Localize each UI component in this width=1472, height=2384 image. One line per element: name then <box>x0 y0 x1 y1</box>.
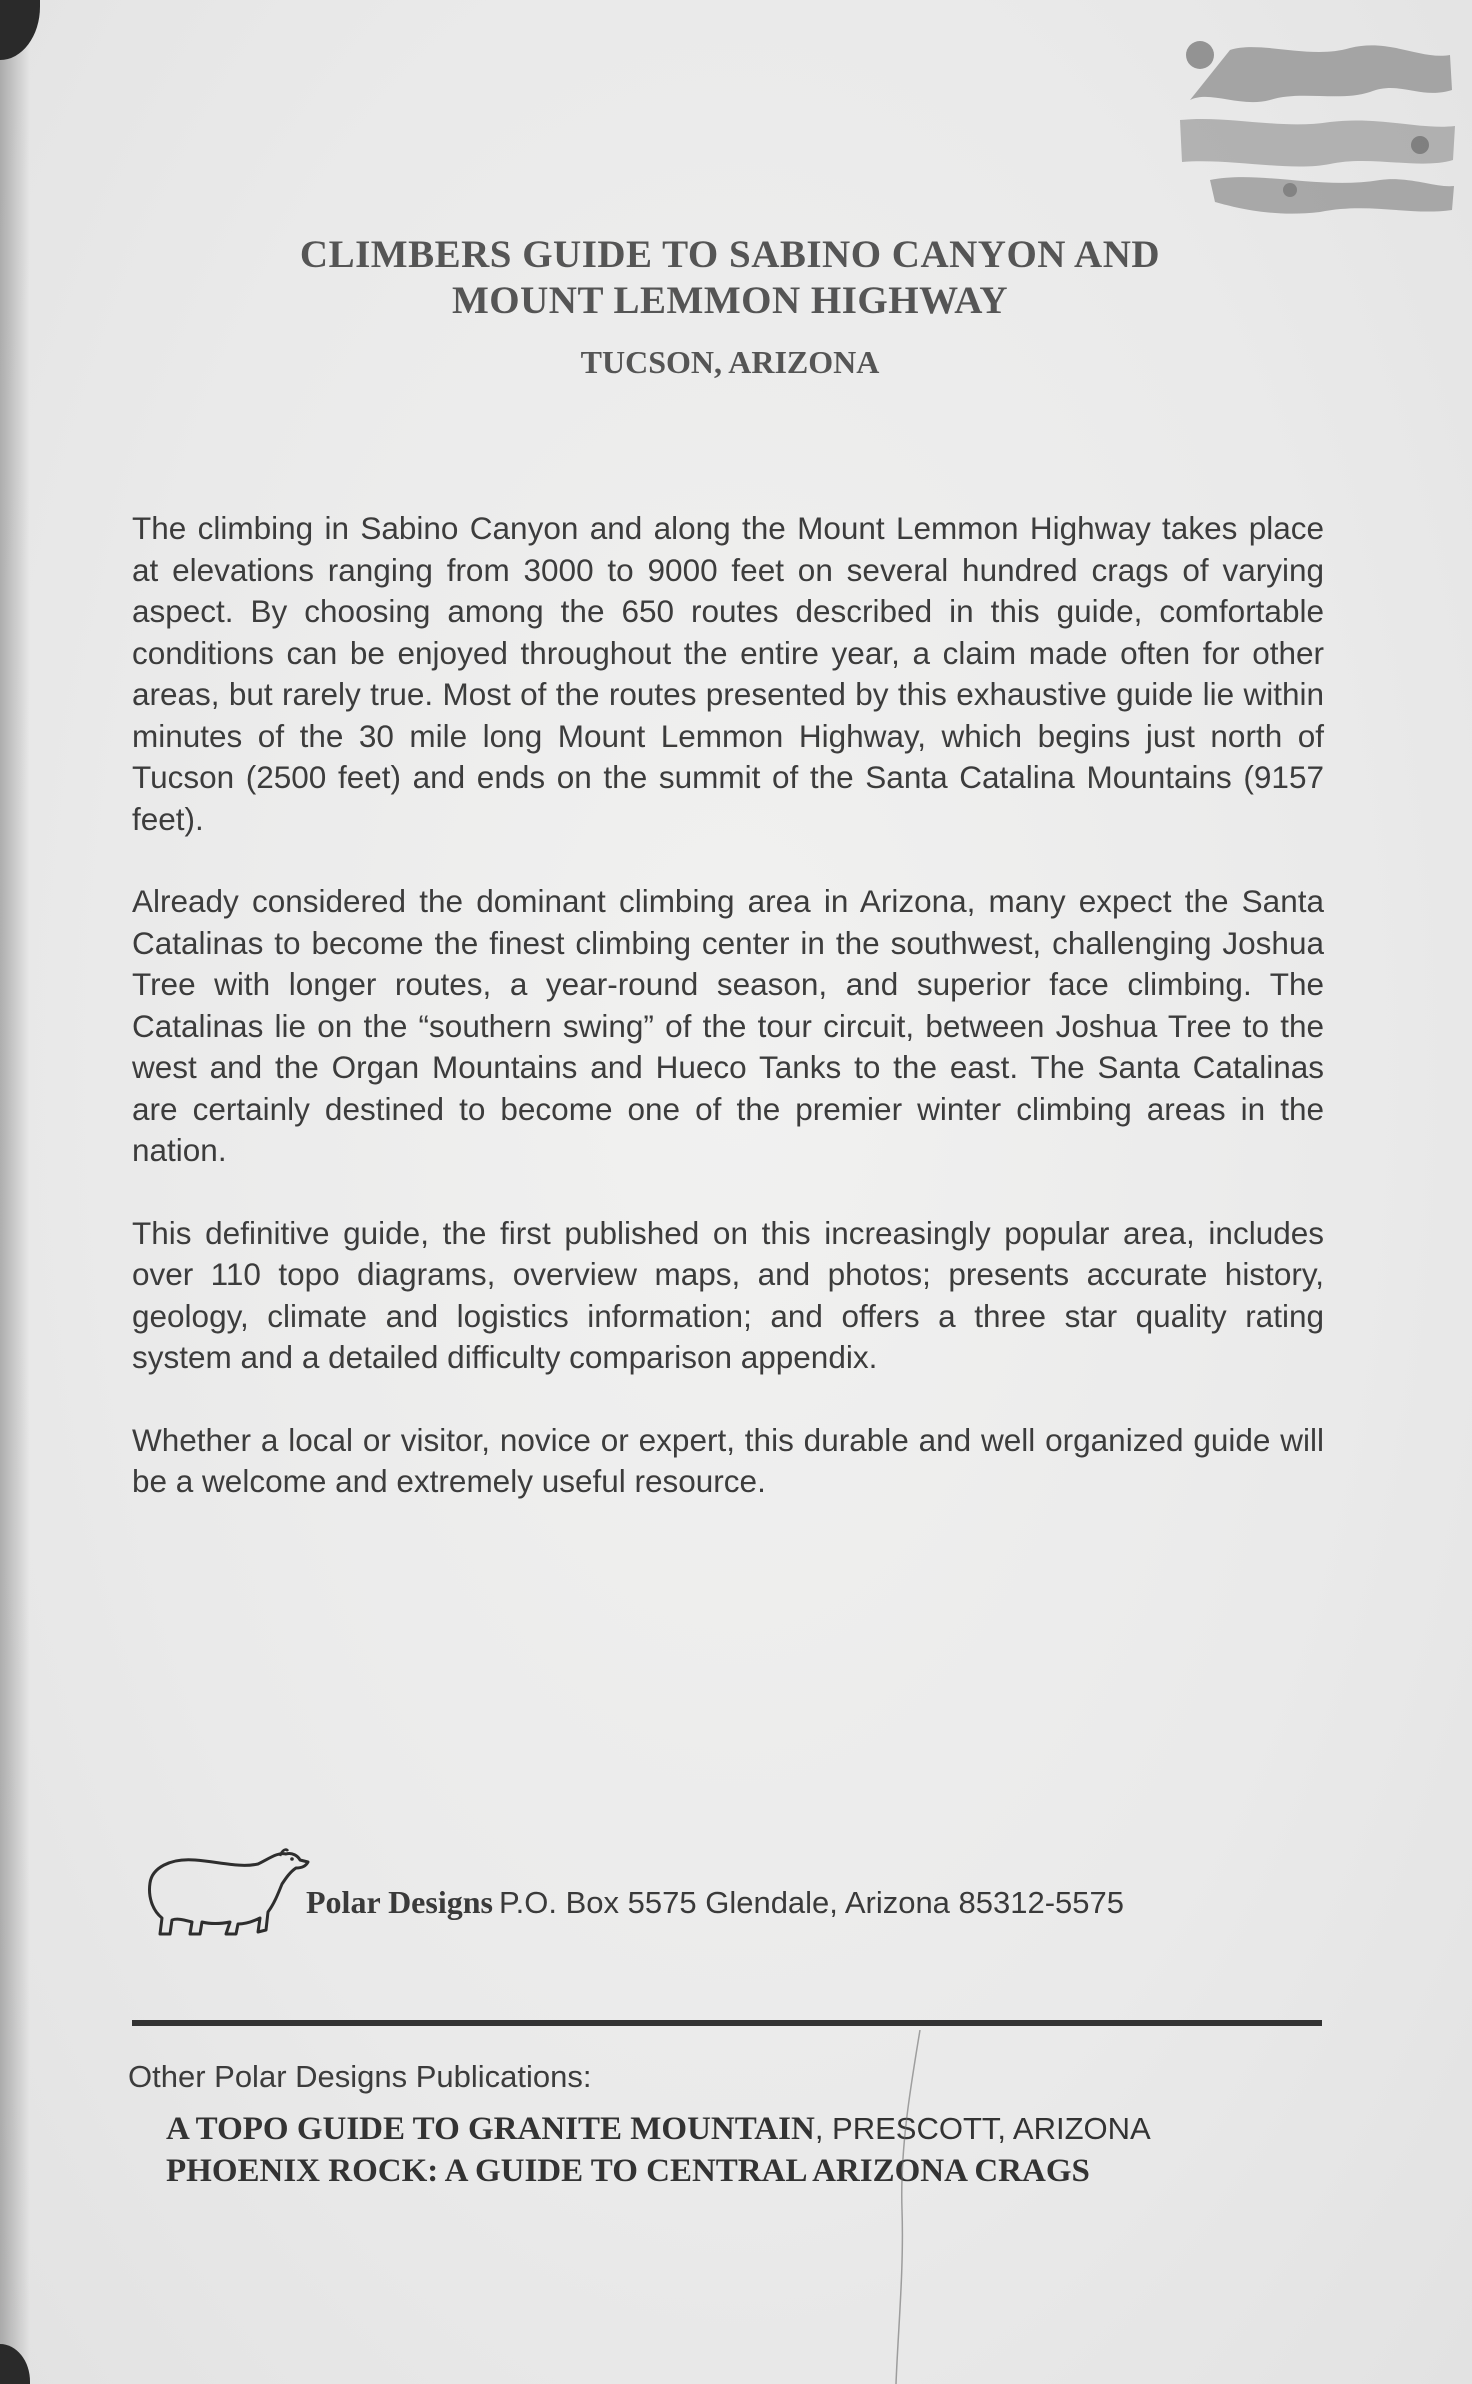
other-publications-list <box>166 2108 1151 2192</box>
polar-bear-icon <box>140 1838 310 1948</box>
book-title-line-2: MOUNT LEMMON HIGHWAY <box>451 279 1009 322</box>
title-block <box>140 232 1320 382</box>
page-edge-shadow <box>0 0 30 2384</box>
book-subtitle: TUCSON, ARIZONA <box>580 344 880 380</box>
book-title-line-1: CLIMBERS GUIDE TO SABINO CANYON AND <box>299 233 1161 276</box>
publisher-address: P.O. Box 5575 Glendale, Arizona 85312-5575 <box>498 1885 1125 1920</box>
paragraph-1: The climbing in Sabino Canyon and along the Mount Lemmon Highway takes place at elevations ranging from 3000 to 9000 feet on several hundred crags of varying aspect. By choosing among the 650 routes described in this guide, comfortable conditions can be enjoyed throughout the entire year, a claim made often for other areas, but rarely true. Most of the routes presented by this exhaustive guide lie within minutes of the 30 mile long Mount Lemmon Highway, which begins just north of Tucson (2500 feet) and ends on the summit of the Santa Catalina Mountains (9157 feet). <box>132 510 1324 837</box>
publication-title: PHOENIX ROCK: A GUIDE TO CENTRAL ARIZONA CRAGS <box>166 2153 1090 2189</box>
paper-crease <box>880 2030 940 2384</box>
paragraph-2: Already considered the dominant climbing area in Arizona, many expect the Santa Catalinas to become the finest climbing center in the southwest, challenging Joshua Tree with longer routes, a year-round season, and superior face climbing. The Catalinas lie on the “southern swing” of the tour circuit, between Joshua Tree to the west and the Organ Mountains and Hueco Tanks to the east. The Santa Catalinas are certainly destined to become one of the premier winter climbing areas in the nation. <box>132 883 1324 1168</box>
other-publications-heading: Other Polar Designs Publications: <box>128 2059 592 2094</box>
page-corner-top-left <box>0 0 40 60</box>
publisher-line <box>306 1882 1124 1923</box>
paragraph-3: This definitive guide, the first published on this increasingly popular area, includes over 110 topo diagrams, overview maps, and photos; presents accurate history, geology, climate and logistics information; and offers a three star quality rating system and a detailed difficulty comparison appendix. <box>132 1214 1324 1375</box>
publication-item <box>166 2150 1151 2192</box>
divider-rule <box>132 2020 1322 2026</box>
publisher-block <box>140 1838 1340 1948</box>
publisher-name: Polar Designs <box>306 1884 493 1920</box>
description-text <box>132 508 1324 1544</box>
tape-stain <box>1170 30 1455 220</box>
publication-location: , PRESCOTT, ARIZONA <box>814 2111 1151 2146</box>
publication-item <box>166 2108 1151 2150</box>
publication-title: A TOPO GUIDE TO GRANITE MOUNTAIN <box>166 2111 815 2147</box>
paragraph-4: Whether a local or visitor, novice or expert, this durable and well organized guide will be a welcome and extremely useful resource. <box>132 1421 1324 1499</box>
